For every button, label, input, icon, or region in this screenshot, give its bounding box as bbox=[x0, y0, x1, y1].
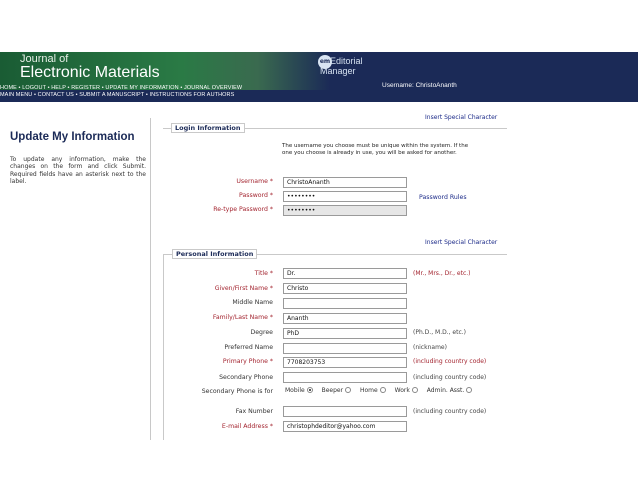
title-label: Title * bbox=[254, 270, 273, 277]
primary-phone-label: Primary Phone * bbox=[222, 358, 273, 365]
password-rules-link[interactable]: Password Rules bbox=[419, 194, 467, 201]
password-input[interactable]: •••••••• bbox=[283, 191, 407, 202]
last-name-input[interactable]: Ananth bbox=[283, 313, 407, 324]
radio-work[interactable] bbox=[395, 387, 418, 394]
editorial-manager-logo-icon: em bbox=[318, 55, 332, 69]
nav-separator: • bbox=[67, 85, 72, 91]
username-input[interactable]: ChristoAnanth bbox=[283, 177, 407, 188]
fax-number-label: Fax Number bbox=[235, 408, 273, 415]
nav-separator: • bbox=[145, 92, 150, 98]
nav-row-1 bbox=[0, 85, 242, 91]
nav-logout[interactable]: LOGOUT bbox=[22, 85, 46, 91]
radio-admin-asst[interactable] bbox=[427, 387, 473, 394]
nav-separator: • bbox=[75, 92, 80, 98]
fax-number-input[interactable] bbox=[283, 406, 407, 417]
personal-information-legend: Personal Information bbox=[172, 249, 257, 259]
nav-submit-manuscript[interactable]: SUBMIT A MANUSCRIPT bbox=[79, 92, 145, 98]
radio-beeper[interactable] bbox=[322, 387, 351, 394]
radio-home[interactable] bbox=[360, 387, 386, 394]
first-name-input[interactable]: Christo bbox=[283, 283, 407, 294]
nav-row-2 bbox=[0, 92, 234, 98]
radio-home-label: Home bbox=[360, 387, 378, 394]
primary-phone-hint: (including country code) bbox=[413, 358, 487, 365]
first-name-label: Given/First Name * bbox=[214, 285, 273, 292]
header-banner bbox=[0, 52, 638, 102]
middle-name-label: Middle Name bbox=[232, 299, 273, 306]
degree-hint: (Ph.D., M.D., etc.) bbox=[413, 329, 467, 336]
degree-input[interactable]: PhD bbox=[283, 328, 407, 339]
retype-password-input[interactable]: •••••••• bbox=[283, 205, 407, 216]
insert-special-character-link-login[interactable]: Insert Special Character bbox=[425, 114, 498, 121]
radio-mobile-label: Mobile bbox=[285, 387, 305, 394]
phone-type-radio-group bbox=[285, 387, 479, 394]
secondary-phone-hint: (including country code) bbox=[413, 374, 487, 381]
radio-admin-asst-dot[interactable] bbox=[466, 387, 472, 393]
nav-separator: • bbox=[34, 92, 38, 98]
radio-mobile-dot[interactable] bbox=[307, 387, 313, 393]
secondary-phone-input[interactable] bbox=[283, 372, 407, 383]
preferred-name-hint: (nickname) bbox=[413, 344, 447, 351]
radio-home-dot[interactable] bbox=[380, 387, 386, 393]
nav-journal-overview[interactable]: JOURNAL OVERVIEW bbox=[184, 85, 243, 91]
radio-beeper-label: Beeper bbox=[321, 387, 344, 394]
editorial-manager-word1: Editorial bbox=[330, 56, 363, 66]
username-label: Username * bbox=[236, 178, 273, 185]
retype-password-label: Re-type Password * bbox=[213, 206, 273, 213]
primary-phone-input[interactable]: 7708203753 bbox=[283, 357, 407, 368]
radio-work-dot[interactable] bbox=[412, 387, 418, 393]
page-description: To update any information, make the changes on the form and click Submit. Required fields have an asterisk next to the label. bbox=[10, 156, 146, 186]
nav-home[interactable]: HOME bbox=[0, 85, 17, 91]
radio-beeper-dot[interactable] bbox=[345, 387, 351, 393]
middle-name-input[interactable] bbox=[283, 298, 407, 309]
username-info-text: The username you choose must be unique within the system. If the one you choose is already in use, you will be asked for another. bbox=[282, 143, 469, 156]
title-hint: (Mr., Mrs., Dr., etc.) bbox=[413, 270, 471, 277]
degree-label: Degree bbox=[250, 329, 273, 336]
journal-title-line1: Journal of bbox=[20, 53, 69, 65]
insert-special-character-link-personal[interactable]: Insert Special Character bbox=[425, 239, 498, 246]
radio-mobile[interactable] bbox=[285, 387, 313, 394]
username-display: Username: ChristoAnanth bbox=[382, 82, 457, 89]
password-label: Password * bbox=[239, 192, 273, 199]
page-title: Update My Information bbox=[10, 131, 135, 143]
email-address-label: E-mail Address * bbox=[221, 423, 273, 430]
title-input[interactable]: Dr. bbox=[283, 268, 407, 279]
secondary-phone-label: Secondary Phone bbox=[219, 374, 273, 381]
nav-help[interactable]: HELP bbox=[51, 85, 66, 91]
journal-title-line2: Electronic Materials bbox=[20, 64, 160, 81]
login-information-legend: Login Information bbox=[171, 123, 245, 133]
preferred-name-label: Preferred Name bbox=[224, 344, 273, 351]
nav-separator: • bbox=[180, 85, 185, 91]
nav-main-menu[interactable]: MAIN MENU bbox=[0, 92, 33, 98]
editorial-manager-word2: Manager bbox=[320, 66, 356, 76]
nav-instructions-for-authors[interactable]: INSTRUCTIONS FOR AUTHORS bbox=[149, 92, 235, 98]
fax-number-hint: (including country code) bbox=[413, 408, 487, 415]
nav-separator: • bbox=[101, 85, 106, 91]
secondary-phone-for-label: Secondary Phone is for bbox=[201, 388, 273, 395]
radio-admin-asst-label: Admin. Asst. bbox=[426, 387, 465, 394]
nav-separator: • bbox=[18, 85, 23, 91]
preferred-name-input[interactable] bbox=[283, 343, 407, 354]
nav-update-my-information[interactable]: UPDATE MY INFORMATION bbox=[105, 85, 179, 91]
nav-contact-us[interactable]: CONTACT US bbox=[37, 92, 74, 98]
radio-work-label: Work bbox=[394, 387, 410, 394]
nav-separator: • bbox=[47, 85, 52, 91]
nav-register[interactable]: REGISTER bbox=[71, 85, 101, 91]
last-name-label: Family/Last Name * bbox=[212, 314, 273, 321]
email-address-input[interactable]: christophdeditor@yahoo.com bbox=[283, 421, 407, 432]
